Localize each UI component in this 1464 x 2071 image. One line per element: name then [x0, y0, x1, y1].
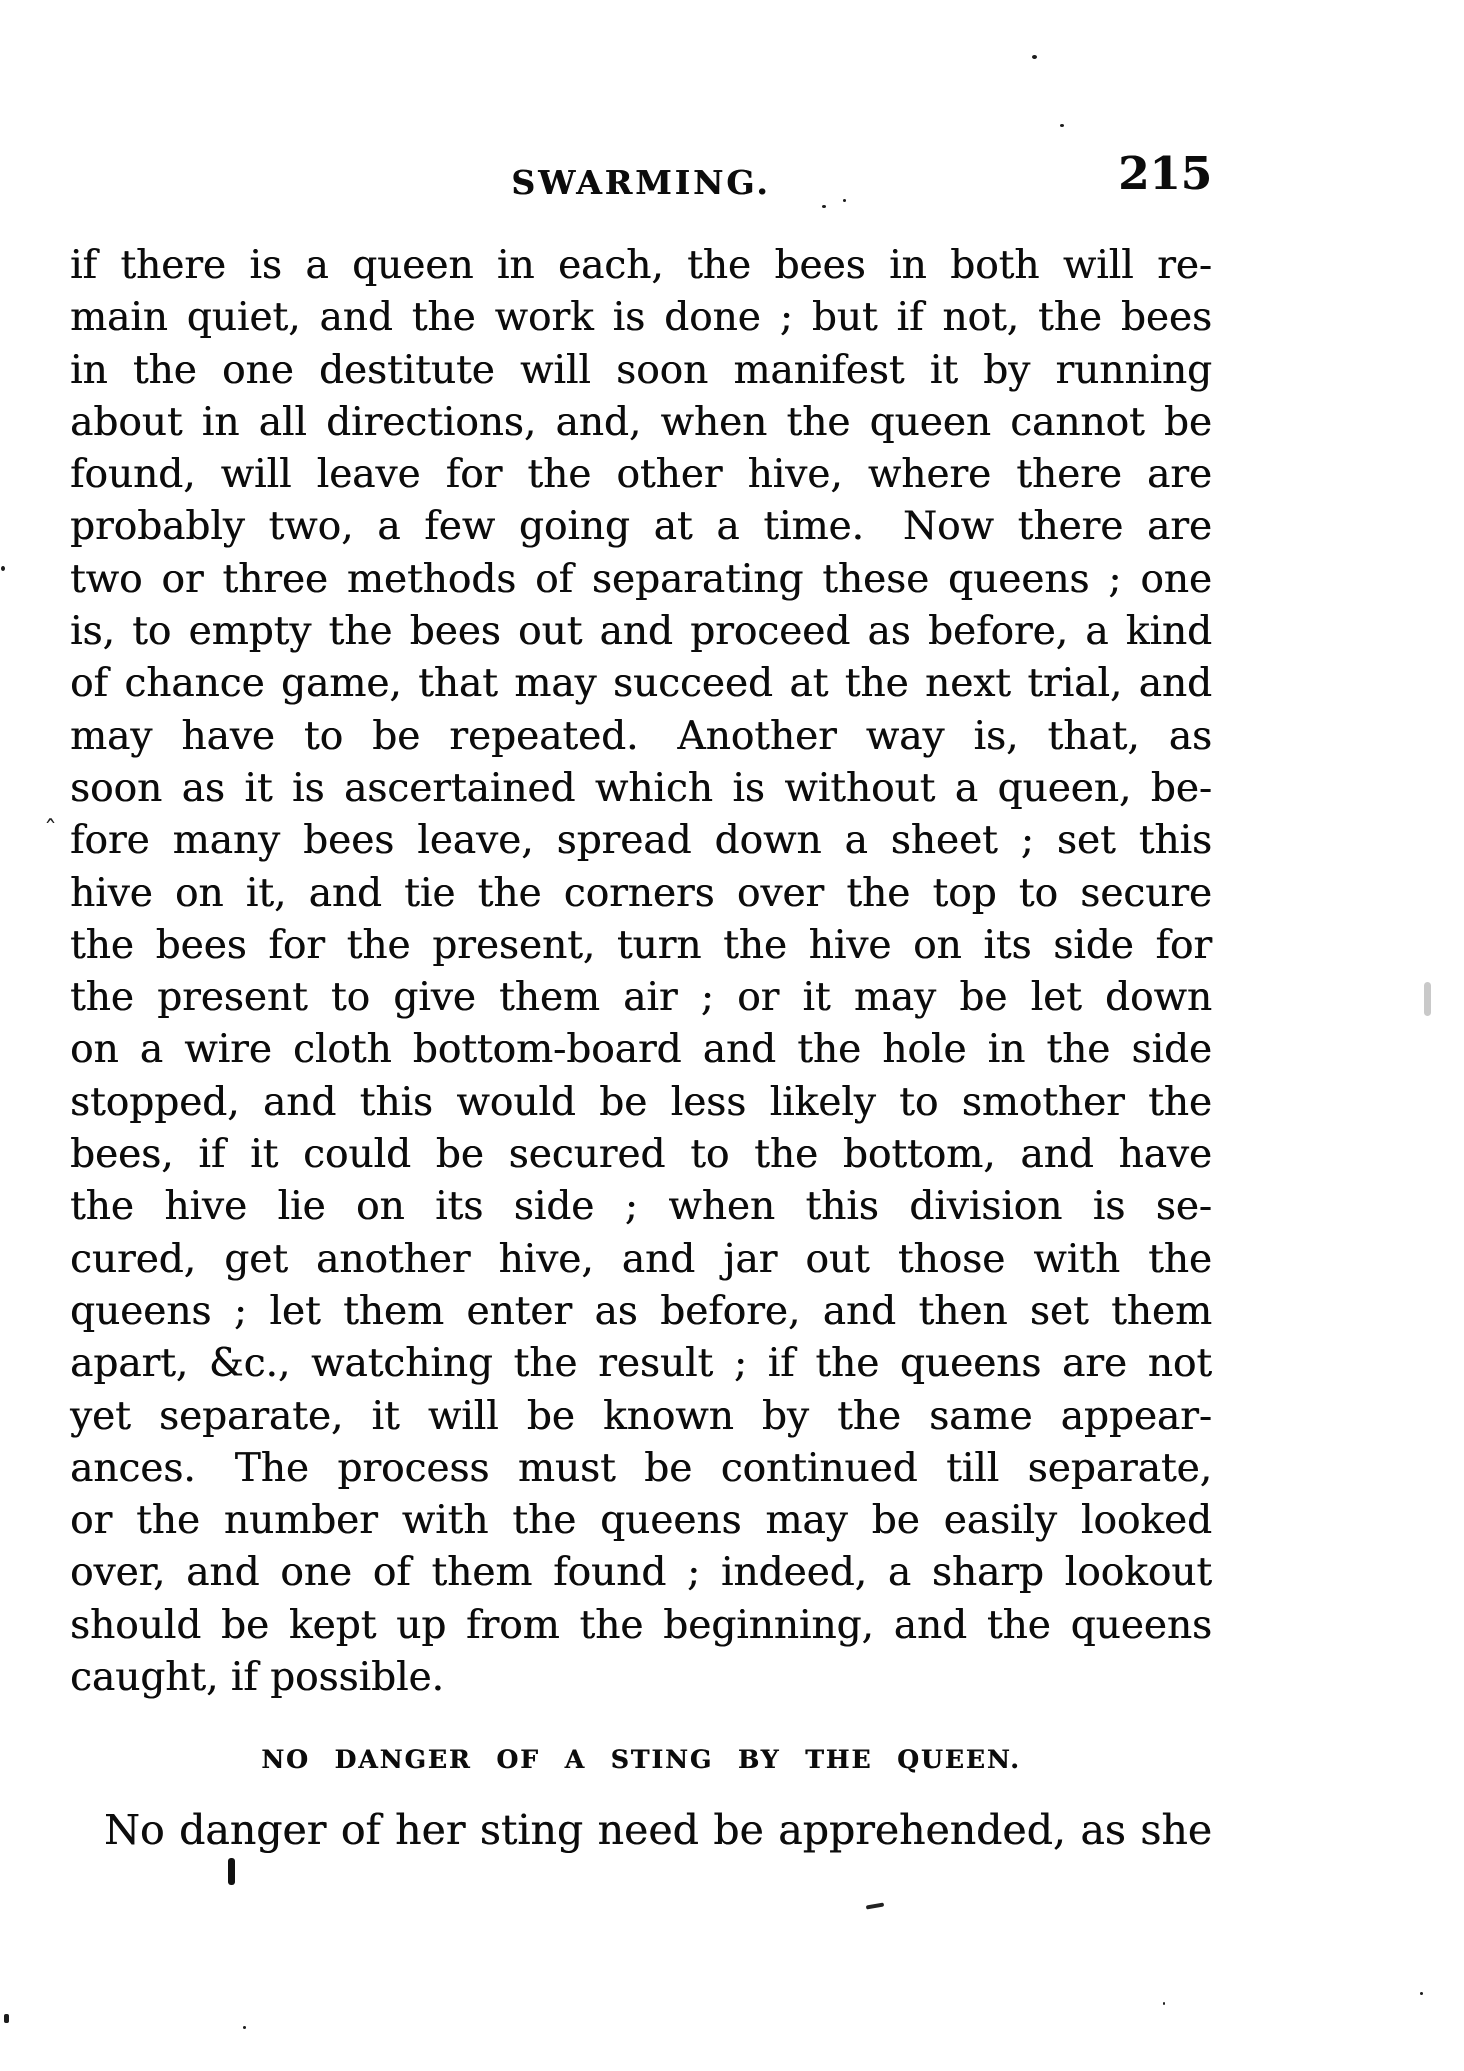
text-line: yet separate, it will be known by the same appear-	[70, 1393, 1212, 1439]
text-line: or the number with the queens may be easily looked	[70, 1498, 1212, 1544]
text-line: the bees for the present, turn the hive on its side for	[70, 922, 1212, 968]
scan-smudge	[1424, 982, 1431, 1016]
text-line: probably two, a few going at a time. Now there are	[70, 504, 1212, 550]
text-line: bees, if it could be secured to the bottom, and have	[70, 1132, 1212, 1178]
page-number: 215	[1118, 147, 1212, 200]
text-line: may have to be repeated. Another way is, that, as	[70, 713, 1212, 759]
ink-mark-vertical	[228, 1858, 235, 1885]
paragraph	[70, 240, 1212, 1704]
text-line: stopped, and this would be less likely to smother the	[70, 1079, 1212, 1125]
text-line: apart, &c., watching the result ; if the queens are not	[70, 1341, 1212, 1387]
text-line: cured, get another hive, and jar out those with the	[70, 1236, 1212, 1282]
closing-paragraph-line: No danger of her sting need be apprehended, as she	[104, 1806, 1212, 1854]
text-line: found, will leave for the other hive, where there are	[70, 452, 1212, 498]
text-line: about in all directions, and, when the queen cannot be	[70, 399, 1212, 445]
ink-mark-dash	[866, 1902, 884, 1909]
text-line: queens ; let them enter as before, and then set them	[70, 1288, 1212, 1334]
text-line: on a wire cloth bottom-board and the hole in the side	[70, 1027, 1212, 1073]
ink-speck	[4, 2014, 9, 2023]
ink-speck	[822, 205, 826, 208]
text-line: over, and one of them found ; indeed, a sharp lookout	[70, 1550, 1212, 1596]
running-head	[70, 147, 1212, 209]
ink-speck	[1163, 2002, 1165, 2005]
text-line: two or three methods of separating these queens ; one	[70, 556, 1212, 602]
text-line: caught, if possible.	[70, 1655, 444, 1701]
section-subheading: NO DANGER OF A STING BY THE QUEEN.	[261, 1745, 1021, 1774]
ink-speck	[843, 199, 846, 202]
text-line: the hive lie on its side ; when this division is se-	[70, 1184, 1212, 1230]
ink-mark-caret: ˆ	[44, 816, 57, 846]
text-line: hive on it, and tie the corners over the top to secure	[70, 870, 1212, 916]
ink-speck	[1060, 124, 1064, 127]
text-line: is, to empty the bees out and proceed as before, a kind	[70, 609, 1212, 655]
text-line: if there is a queen in each, the bees in both will re-	[70, 243, 1212, 288]
ink-speck	[1032, 55, 1037, 59]
text-line: in the one destitute will soon manifest it by running	[70, 347, 1212, 393]
text-line: the present to give them air ; or it may be let down	[70, 975, 1212, 1021]
page-title: SWARMING.	[511, 163, 771, 202]
ink-speck	[1420, 1992, 1423, 1995]
text-line: fore many bees leave, spread down a sheet ; set this	[70, 818, 1212, 864]
text-line: should be kept up from the beginning, and the queens	[70, 1602, 1212, 1648]
ink-speck	[243, 2026, 246, 2029]
text-line: of chance game, that may succeed at the next trial, and	[70, 661, 1212, 707]
text-line: soon as it is ascertained which is without a queen, be-	[70, 765, 1212, 811]
text-line: ances. The process must be continued till separate,	[70, 1445, 1212, 1491]
text-line: main quiet, and the work is done ; but if not, the bees	[70, 295, 1212, 341]
ink-speck	[1, 566, 5, 571]
